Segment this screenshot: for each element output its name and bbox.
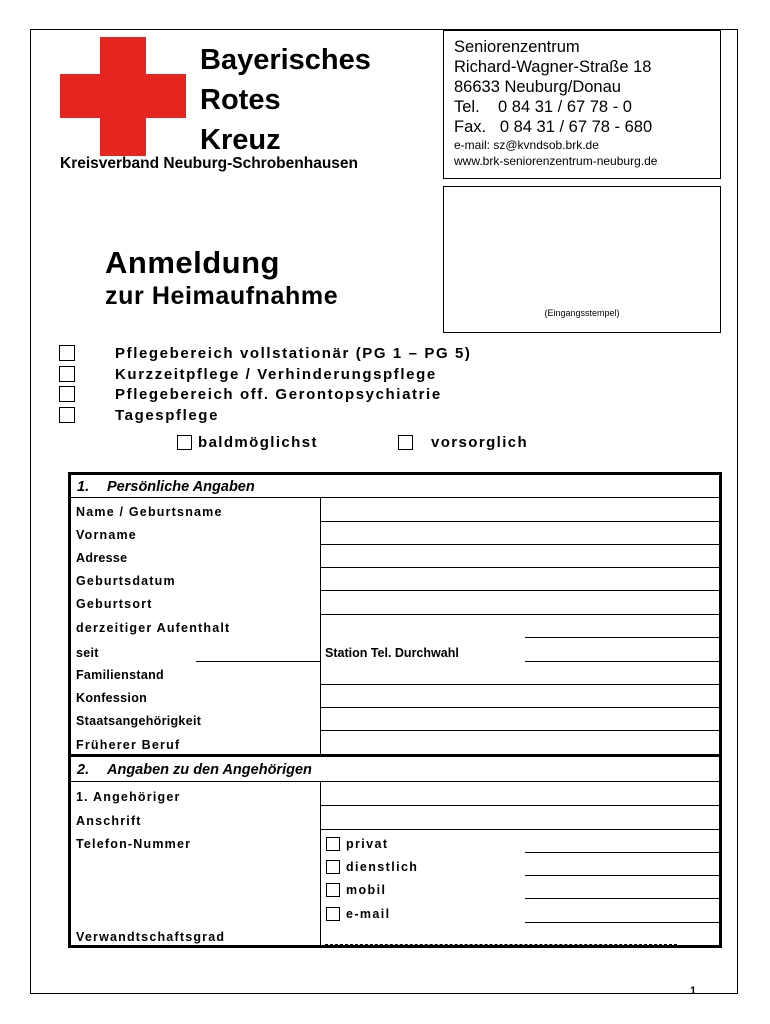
label-address: Adresse (76, 551, 128, 565)
label-current-stay: derzeitiger Aufenthalt (76, 621, 231, 635)
label-phone-number: Telefon-Nummer (76, 837, 192, 851)
column-divider (320, 782, 321, 945)
contact-email: e-mail: sz@kvndsob.brk.de (454, 138, 599, 152)
label-relationship: Verwandtschaftsgrad (76, 930, 226, 944)
care-option-label: Pflegebereich vollstationär (PG 1 – PG 5) (115, 344, 472, 362)
input-line-marital-status[interactable] (321, 684, 719, 685)
label-birth-place: Geburtsort (76, 597, 153, 611)
divider (71, 497, 719, 498)
input-line-phone-work[interactable] (525, 875, 719, 876)
care-option-gerontopsychiatry[interactable] (59, 384, 442, 404)
checkbox[interactable] (326, 837, 340, 851)
label-former-occupation: Früherer Beruf (76, 738, 181, 752)
checkbox[interactable] (326, 860, 340, 874)
checkbox[interactable] (59, 407, 75, 423)
section-divider (71, 754, 719, 757)
checkbox[interactable] (326, 907, 340, 921)
input-line-relationship[interactable] (325, 944, 677, 945)
care-option-label: Tagespflege (115, 406, 220, 424)
input-line-relative-address[interactable] (321, 829, 719, 830)
phone-type-work[interactable] (326, 860, 418, 874)
input-line-phone-email[interactable] (525, 922, 719, 923)
contact-line-2: Richard-Wagner-Straße 18 (454, 58, 652, 76)
checkbox[interactable] (177, 435, 192, 450)
label-name: Name / Geburtsname (76, 505, 223, 519)
input-line-since[interactable] (196, 661, 320, 662)
column-divider (320, 498, 321, 754)
care-option-fulltime[interactable] (59, 343, 472, 363)
timing-option-precautionary[interactable] (398, 434, 528, 451)
org-name-line-1: Bayerisches (200, 44, 371, 76)
section-1-heading (71, 475, 719, 497)
application-form-table (68, 472, 722, 948)
phone-type-label: mobil (346, 883, 387, 897)
phone-type-email[interactable] (326, 907, 391, 921)
input-line-relative[interactable] (321, 805, 719, 806)
care-option-label: Pflegebereich off. Gerontopsychiatrie (115, 385, 442, 403)
label-station-phone: Station Tel. Durchwahl (325, 646, 459, 660)
red-cross-logo-icon (60, 37, 186, 156)
section-2-heading (71, 758, 719, 780)
timing-option-label: baldmöglichst (198, 434, 318, 451)
section-1-number: 1. (77, 479, 90, 495)
contact-line-1: Seniorenzentrum (454, 38, 580, 56)
input-line-address[interactable] (321, 567, 719, 568)
form-subtitle: zur Heimaufnahme (105, 282, 339, 310)
input-line-current-stay[interactable] (525, 637, 719, 638)
checkbox[interactable] (59, 386, 75, 402)
contact-box (443, 30, 721, 179)
label-birth-date: Geburtsdatum (76, 574, 176, 588)
care-option-label: Kurzzeitpflege / Verhinderungspflege (115, 365, 437, 383)
input-line-phone-mobile[interactable] (525, 898, 719, 899)
phone-type-label: dienstlich (346, 860, 419, 874)
form-title: Anmeldung (105, 245, 280, 280)
care-option-shortterm[interactable] (59, 364, 437, 384)
input-line-nationality[interactable] (321, 730, 719, 731)
timing-option-label: vorsorglich (431, 434, 529, 451)
contact-tel: Tel. 0 84 31 / 67 78 - 0 (454, 98, 632, 116)
input-line-phone-private[interactable] (525, 852, 719, 853)
input-line-birth-date[interactable] (321, 590, 719, 591)
checkbox[interactable] (326, 883, 340, 897)
phone-type-private[interactable] (326, 837, 388, 851)
label-nationality: Staatsangehörigkeit (76, 714, 202, 728)
org-name-line-2: Rotes (200, 84, 281, 116)
contact-line-3: 86633 Neuburg/Donau (454, 78, 621, 96)
divider (71, 781, 719, 782)
label-first-name: Vorname (76, 528, 137, 542)
input-line-station-phone[interactable] (525, 661, 719, 662)
org-name-line-3: Kreuz (200, 124, 281, 156)
checkbox[interactable] (59, 345, 75, 361)
organization-subtitle: Kreisverband Neuburg-Schrobenhausen (60, 155, 359, 172)
stamp-caption: (Eingangsstempel) (544, 308, 620, 318)
phone-type-label: e-mail (346, 907, 391, 921)
input-line-name[interactable] (321, 521, 719, 522)
care-option-daycare[interactable] (59, 405, 219, 425)
label-confession: Konfession (76, 691, 148, 705)
organization-name (200, 40, 371, 160)
label-relative-address: Anschrift (76, 814, 142, 828)
timing-option-asap[interactable] (177, 434, 318, 451)
section-2-number: 2. (77, 762, 90, 778)
input-line-birth-place[interactable] (321, 614, 719, 615)
contact-fax: Fax. 0 84 31 / 67 78 - 680 (454, 118, 653, 136)
phone-type-mobile[interactable] (326, 883, 386, 897)
phone-type-label: privat (346, 837, 389, 851)
input-line-first-name[interactable] (321, 544, 719, 545)
contact-web: www.brk-seniorenzentrum-neuburg.de (454, 154, 658, 168)
section-1-title: Persönliche Angaben (107, 479, 255, 495)
label-marital-status: Familienstand (76, 668, 164, 682)
input-line-confession[interactable] (321, 707, 719, 708)
section-2-title: Angaben zu den Angehörigen (107, 762, 312, 778)
page-number: 1 (690, 985, 697, 997)
checkbox[interactable] (59, 366, 75, 382)
receipt-stamp-box (443, 186, 721, 333)
label-relative: 1. Angehöriger (76, 790, 181, 804)
checkbox[interactable] (398, 435, 413, 450)
label-since: seit (76, 646, 99, 660)
